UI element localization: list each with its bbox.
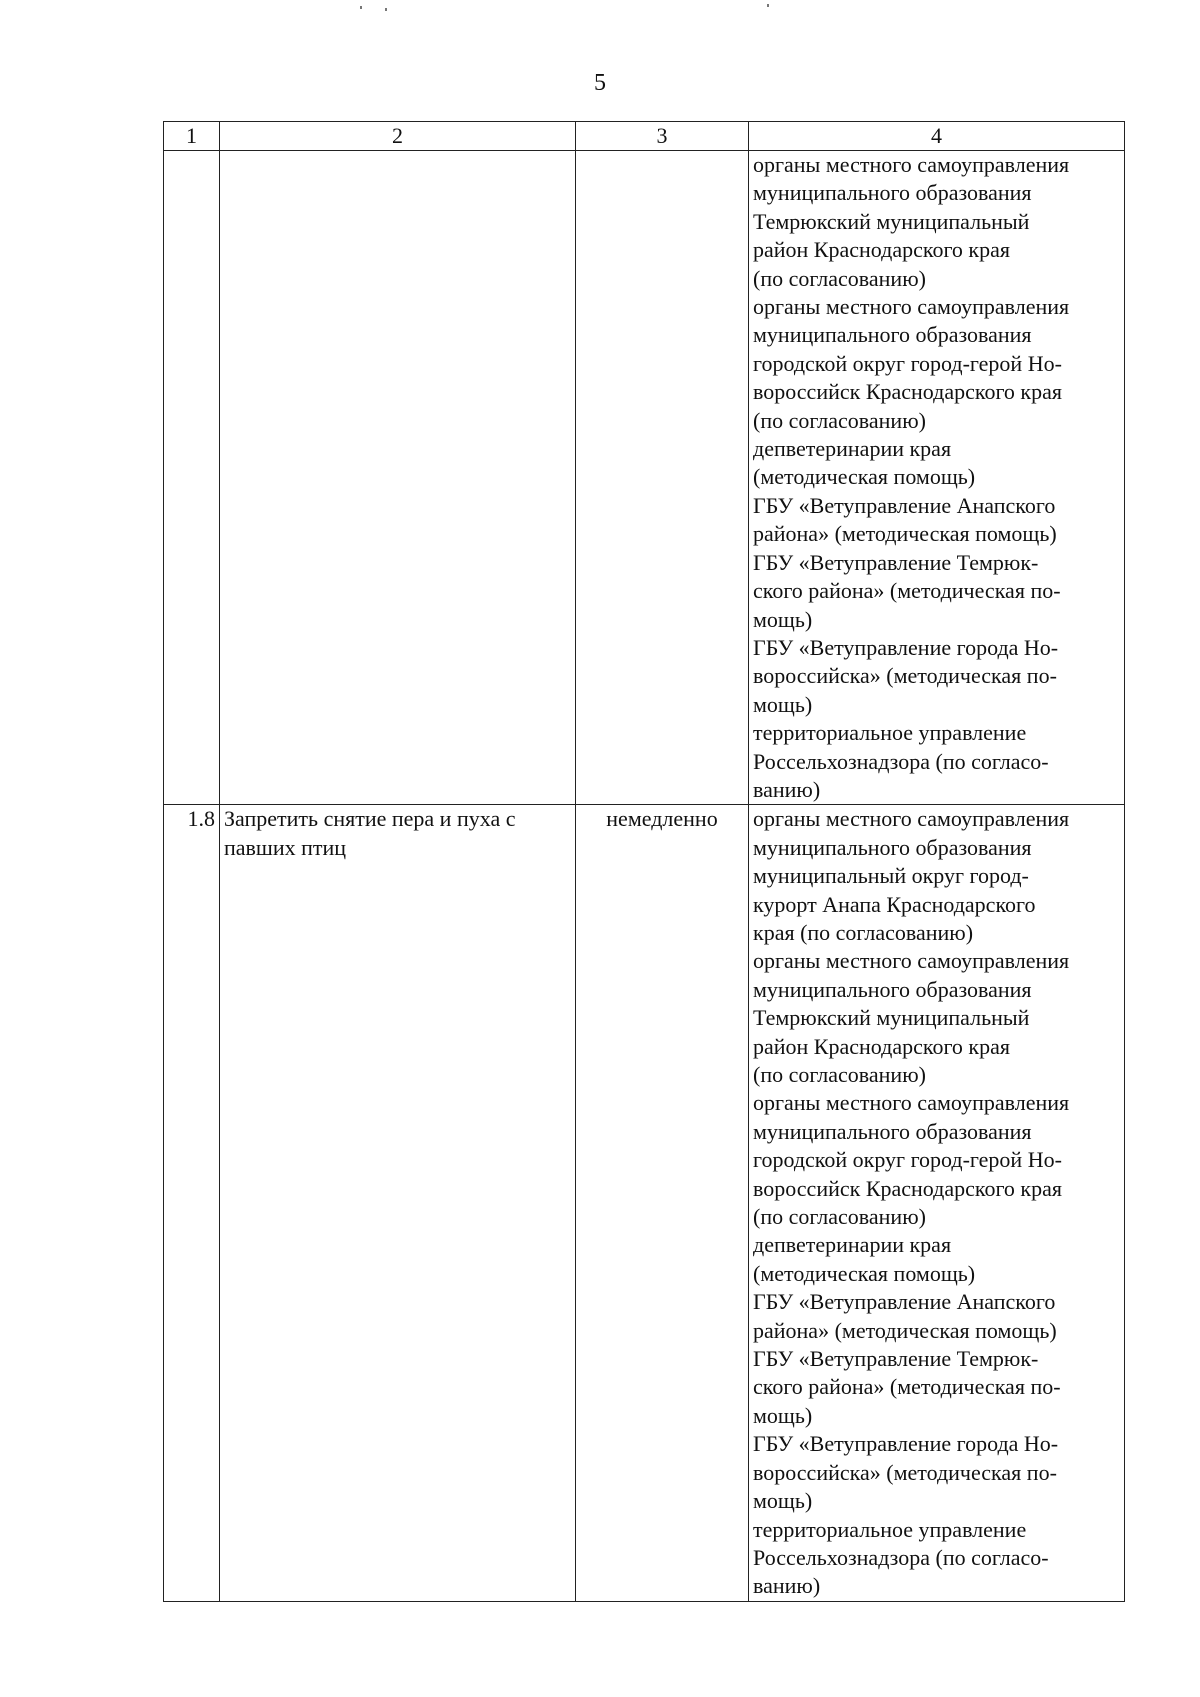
executor-line: района» (методическая помощь) <box>753 1317 1057 1343</box>
measure-text <box>220 151 576 805</box>
executor-line: вороссийск Краснодарского края <box>753 1175 1062 1201</box>
executor-line: (по согласованию) <box>753 1204 926 1230</box>
executor-line: (методическая помощь) <box>753 464 976 490</box>
executor-line: органы местного самоуправления <box>753 948 1070 974</box>
executor-line: ГБУ «Ветуправление Анапского <box>753 1289 1056 1315</box>
executor-line: органы местного самоуправления <box>753 152 1070 177</box>
table-row <box>164 805 1125 1601</box>
column-header: 1 <box>164 122 220 151</box>
executor-line: муниципального образования <box>753 834 1032 860</box>
executor-line: муниципального образования <box>753 1118 1032 1144</box>
executor-line: территориальное управление <box>753 1516 1027 1542</box>
executor-line: район Краснодарского края <box>753 1033 1010 1059</box>
executor-line: ГБУ «Ветуправление Анапского <box>753 492 1056 518</box>
row-number: 1.8 <box>164 805 220 1601</box>
executor-line: ванию) <box>753 1573 821 1599</box>
executor-line: курорт Анапа Краснодарского <box>753 891 1036 917</box>
executor-line: мощь) <box>753 1402 813 1428</box>
scan-speck <box>360 6 362 9</box>
executor-line: вороссийск Краснодарского края <box>753 379 1062 405</box>
executor-line: ванию) <box>753 776 821 802</box>
measure-text: Запретить снятие пера и пуха с павших птиц <box>220 805 576 1601</box>
executor-line: (по согласованию) <box>753 1062 926 1087</box>
executor-line: ГБУ «Ветуправление Темрюк- <box>753 549 1039 575</box>
scan-speck <box>385 8 387 11</box>
table-header-row <box>164 122 1125 151</box>
executor-line: (методическая помощь) <box>753 1260 976 1286</box>
executor-line: депветеринарии края <box>753 436 952 462</box>
executor-line: Россельхознадзора (по согласо- <box>753 748 1049 774</box>
executor-line: вороссийска» (методическая по- <box>753 663 1057 689</box>
executor-line: городской округ город-герой Но- <box>753 350 1062 376</box>
executor-line: вороссийска» (методическая по- <box>753 1459 1057 1485</box>
executor-line: района» (методическая помощь) <box>753 521 1057 547</box>
executor-line: депветеринарии края <box>753 1232 952 1258</box>
column-header: 2 <box>220 122 576 151</box>
executor-line: район Краснодарского края <box>753 237 1010 263</box>
column-header: 3 <box>576 122 749 151</box>
executor-line: ГБУ «Ветуправление Темрюк- <box>753 1346 1039 1372</box>
executor-line: Россельхознадзора (по согласо- <box>753 1544 1049 1570</box>
executor-line: территориальное управление <box>753 720 1027 746</box>
executor-line: ского района» (методическая по- <box>753 1374 1061 1400</box>
executor-line: ГБУ «Ветуправление города Но- <box>753 1431 1059 1457</box>
executor-line: края (по согласованию) <box>753 919 974 945</box>
executor-line: органы местного самоуправления <box>753 294 1070 320</box>
executor-line: Темрюкский муниципальный <box>753 208 1030 234</box>
executor-line: муниципального образования <box>753 180 1032 206</box>
executor-line: Темрюкский муниципальный <box>753 1005 1030 1031</box>
row-number <box>164 151 220 805</box>
column-header: 4 <box>749 122 1125 151</box>
executor-line: мощь) <box>753 1488 813 1514</box>
executor-line: органы местного самоуправления <box>753 806 1070 832</box>
executor-line: мощь) <box>753 606 813 632</box>
executor-line: городской округ город-герой Но- <box>753 1147 1062 1173</box>
page-number: 5 <box>594 70 606 96</box>
measures-table <box>163 121 1125 1602</box>
executor-line: (по согласованию) <box>753 407 926 433</box>
executors-cell <box>749 151 1125 805</box>
executor-line: муниципального образования <box>753 322 1032 348</box>
executors-cell <box>749 805 1125 1601</box>
scan-speck <box>767 4 769 7</box>
executor-line: (по согласованию) <box>753 265 926 291</box>
measure-term: немедленно <box>576 805 749 1601</box>
table-body <box>164 151 1125 1602</box>
executor-line: мощь) <box>753 691 813 717</box>
measure-term <box>576 151 749 805</box>
executor-line: муниципального образования <box>753 976 1032 1002</box>
executor-line: органы местного самоуправления <box>753 1090 1070 1116</box>
executor-line: ГБУ «Ветуправление города Но- <box>753 634 1059 660</box>
executor-line: ского района» (методическая по- <box>753 578 1061 604</box>
table-row <box>164 151 1125 805</box>
executor-line: муниципальный округ город- <box>753 863 1029 889</box>
